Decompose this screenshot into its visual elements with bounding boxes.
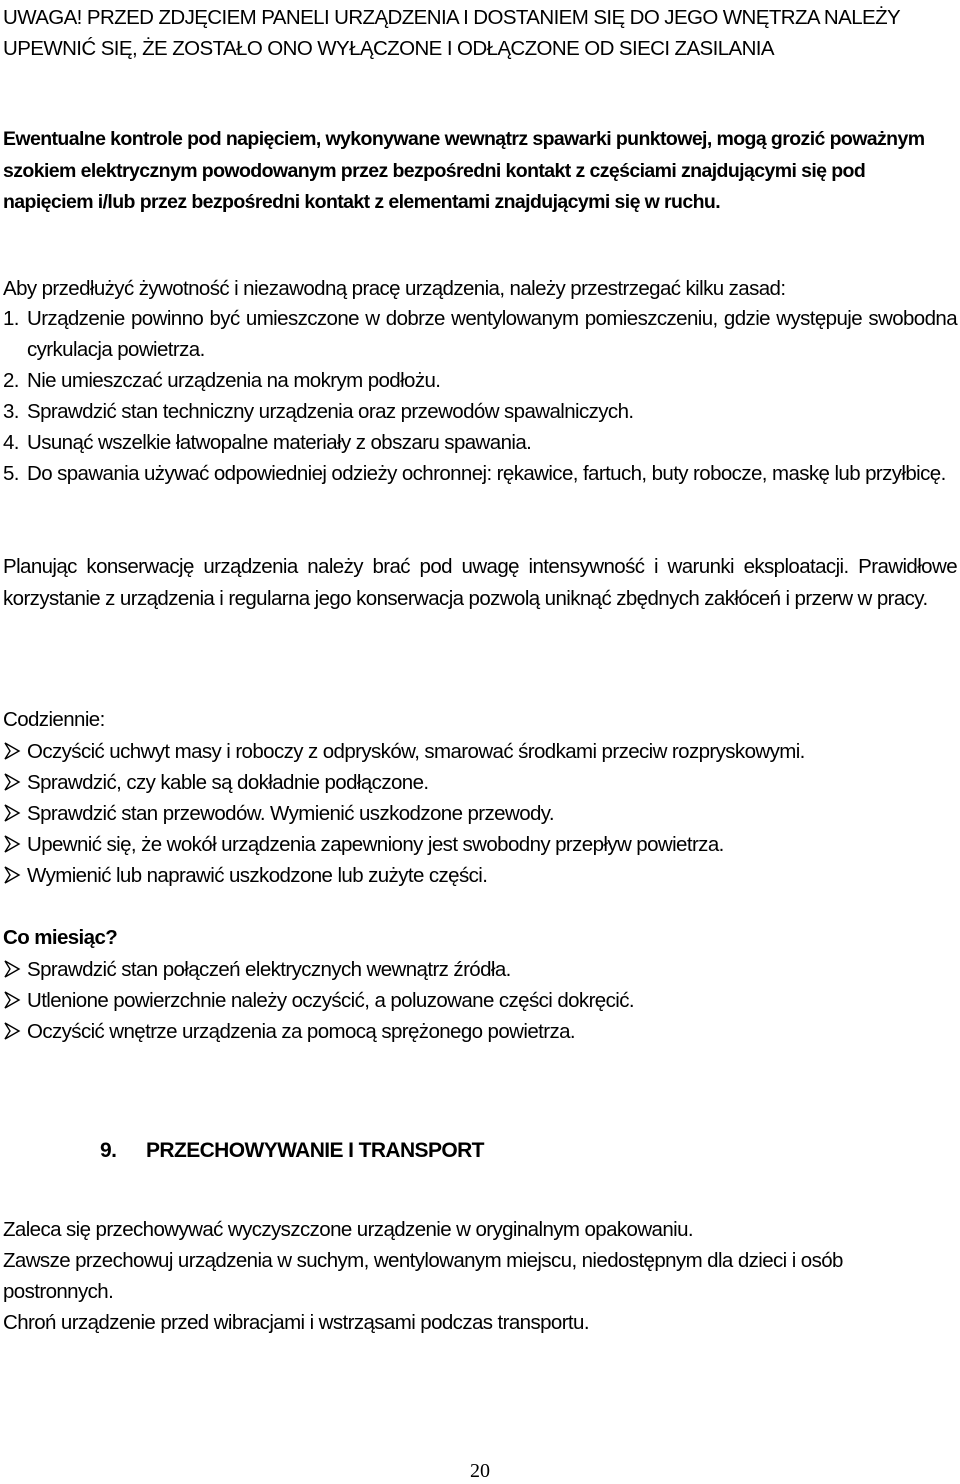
- warning-paragraph: [3, 2, 957, 64]
- checklist-item: [3, 1016, 957, 1047]
- rule-text: Nie umieszczać urządzenia na mokrym podłożu.: [27, 369, 441, 392]
- rule-item: [3, 427, 957, 458]
- rule-text: Sprawdzić stan techniczny urządzenia oraz przewodów spawalniczych.: [27, 400, 634, 423]
- checklist-text: Utlenione powierzchnie należy oczyścić, a poluzowane części dokręcić.: [27, 989, 634, 1012]
- monthly-checklist: [3, 954, 957, 1047]
- arrow-bullet-icon: [3, 803, 21, 823]
- storage-paragraphs: [3, 1214, 957, 1338]
- checklist-text: Wymienić lub naprawić uszkodzone lub zużyte części.: [27, 864, 488, 887]
- rule-text: Usunąć wszelkie łatwopalne materiały z obszaru spawania.: [27, 431, 532, 454]
- arrow-bullet-icon: [3, 865, 21, 885]
- rule-number: 1.: [3, 307, 19, 330]
- rule-item: [3, 365, 957, 396]
- checklist-item: [3, 985, 957, 1016]
- danger-paragraph: Ewentualne kontrole pod napięciem, wykonywane wewnątrz spawarki punktowej, mogą grozić poważnym szokiem elektrycznym powodowanym przez bezpośredni kontakt z częściami znajdującymi się pod napięciem i/lub przez bezpośredni kontakt z elementami znajdującymi się w ruchu.: [3, 128, 925, 213]
- checklist-item: [3, 860, 957, 891]
- checklist-text: Oczyścić uchwyt masy i roboczy z odprysków, smarować środkami przeciw rozpryskowymi.: [27, 740, 805, 763]
- chapter-number: 9.: [100, 1139, 117, 1162]
- storage-line: Chroń urządzenie przed wibracjami i wstrząsami podczas transportu.: [3, 1311, 589, 1334]
- chapter-heading: [100, 1134, 484, 1168]
- chapter-title: PRZECHOWYWANIE I TRANSPORT: [146, 1139, 484, 1162]
- checklist-text: Upewnić się, że wokół urządzenia zapewniony jest swobodny przepływ powietrza.: [27, 833, 724, 856]
- checklist-item: [3, 954, 957, 985]
- checklist-text: Sprawdzić, czy kable są dokładnie podłączone.: [27, 771, 429, 794]
- checklist-item: [3, 829, 957, 860]
- rule-number: 5.: [3, 462, 19, 485]
- rule-item: [3, 458, 957, 489]
- storage-line: Zaleca się przechowywać wyczyszczone urządzenie w oryginalnym opakowaniu.: [3, 1218, 693, 1241]
- daily-checklist: [3, 736, 957, 891]
- arrow-bullet-icon: [3, 741, 21, 761]
- rule-item: [3, 303, 957, 365]
- maintenance-rules-list: [3, 303, 957, 489]
- arrow-bullet-icon: [3, 990, 21, 1010]
- checklist-item: [3, 798, 957, 829]
- rule-number: 4.: [3, 431, 19, 454]
- storage-line: Zawsze przechowuj urządzenia w suchym, wentylowanym miejscu, niedostępnym dla dzieci i osób postronnych.: [3, 1249, 843, 1303]
- checklist-text: Oczyścić wnętrze urządzenia za pomocą sprężonego powietrza.: [27, 1020, 575, 1043]
- planning-paragraph: Planując konserwację urządzenia należy brać pod uwagę intensywność i warunki eksploatacji. Prawidłowe korzystanie z urządzenia i regularna jego konserwacja pozwolą uniknąć zbędnych zakłóceń i przerw w pracy.: [3, 555, 957, 610]
- arrow-bullet-icon: [3, 834, 21, 854]
- checklist-item: [3, 767, 957, 798]
- rule-item: [3, 396, 957, 427]
- monthly-heading: Co miesiąc?: [3, 926, 118, 949]
- rule-number: 2.: [3, 369, 19, 392]
- daily-heading: Codziennie:: [3, 708, 105, 731]
- warning-text: PRZED ZDJĘCIEM PANELI URZĄDZENIA I DOSTANIEM SIĘ DO JEGO WNĘTRZA NALEŻY UPEWNIĆ SIĘ, ŻE ZOSTAŁO ONO WYŁĄCZONE I ODŁĄCZONE OD SIECI ZASILANIA: [3, 6, 900, 60]
- checklist-text: Sprawdzić stan przewodów. Wymienić uszkodzone przewody.: [27, 802, 555, 825]
- checklist-text: Sprawdzić stan połączeń elektrycznych wewnątrz źródła.: [27, 958, 511, 981]
- page-number: 20: [470, 1460, 490, 1482]
- maintenance-intro: Aby przedłużyć żywotność i niezawodną pracę urządzenia, należy przestrzegać kilku zasad:: [3, 277, 786, 300]
- rule-text: Urządzenie powinno być umieszczone w dobrze wentylowanym pomieszczeniu, gdzie występuje swobodna cyrkulacja powietrza.: [27, 307, 957, 361]
- warning-label: UWAGA!: [3, 6, 82, 29]
- rule-number: 3.: [3, 400, 19, 423]
- arrow-bullet-icon: [3, 772, 21, 792]
- checklist-item: [3, 736, 957, 767]
- rule-text: Do spawania używać odpowiedniej odzieży ochronnej: rękawice, fartuch, buty robocze, maskę lub przyłbicę.: [27, 462, 946, 485]
- arrow-bullet-icon: [3, 1021, 21, 1041]
- arrow-bullet-icon: [3, 959, 21, 979]
